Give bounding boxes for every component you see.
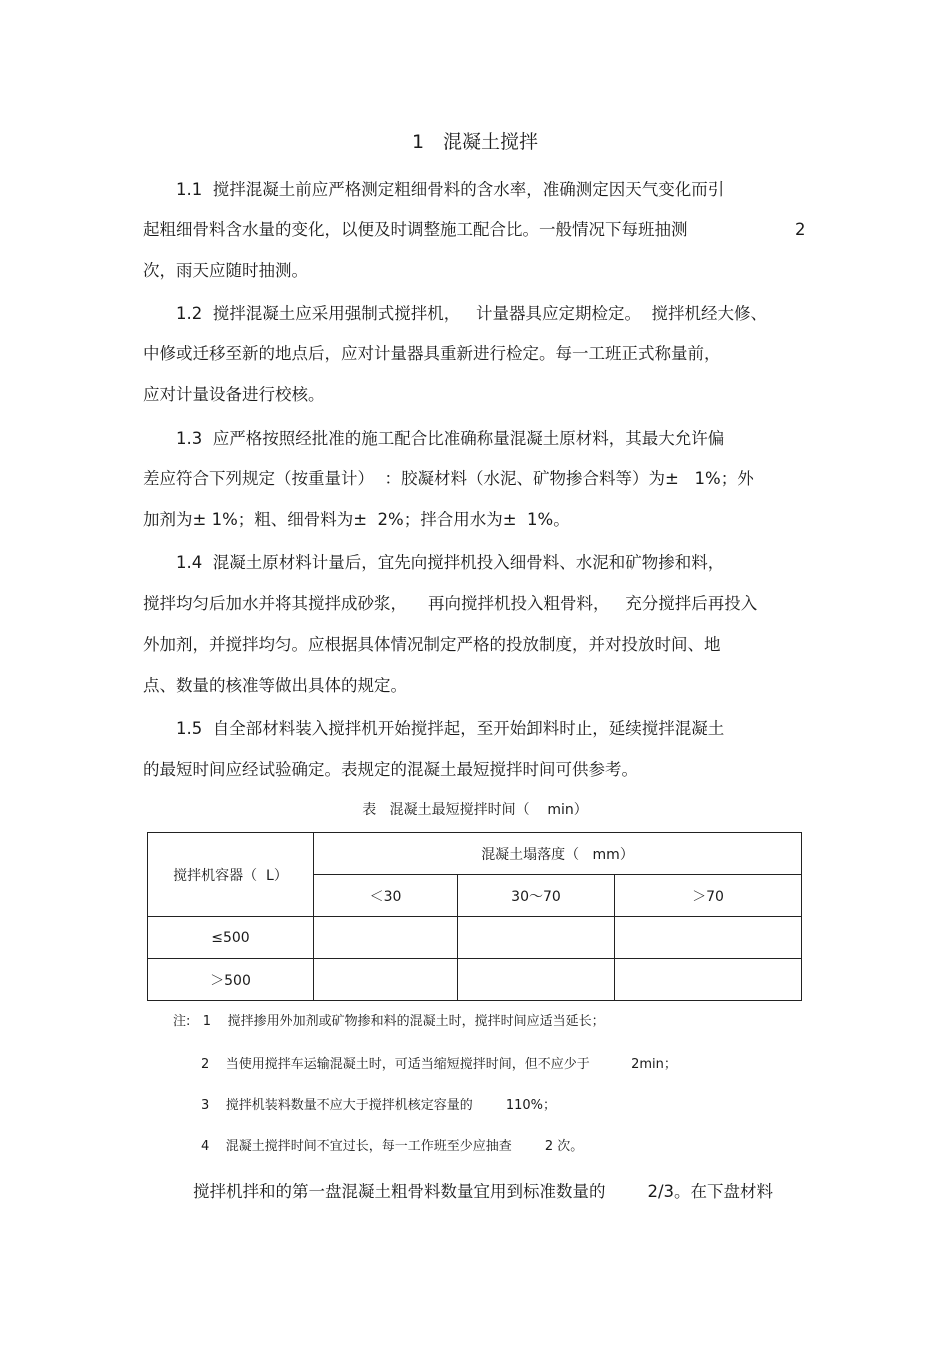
table-cell bbox=[615, 917, 802, 959]
paragraph-1-2-line-2: 中修或迁移至新的地点后，应对计量器具重新进行检定。每一工班正式称量前， bbox=[143, 344, 721, 363]
row-label: ＞500 bbox=[148, 959, 314, 1001]
table-cell bbox=[314, 959, 458, 1001]
mixing-time-table bbox=[147, 832, 802, 1001]
paragraph-1-4-line-1: 1.4 混凝土原材料计量后，宜先向搅拌机投入细骨料、水泥和矿物掺和料， bbox=[176, 553, 725, 572]
table-note-4: 4 混凝土搅拌时间不宜过长，每一工作班至少应抽查 2 次。 bbox=[201, 1139, 584, 1154]
table-note-3: 3 搅拌机装料数量不应大于搅拌机核定容量的 110%； bbox=[201, 1098, 557, 1113]
table-note-2: 2 当使用搅拌车运输混凝土时，可适当缩短搅拌时间，但不应少于 2min； bbox=[201, 1057, 677, 1072]
final-paragraph-line: 搅拌机拌和的第一盘混凝土粗骨料数量宜用到标准数量的 2/3。在下盘材料 bbox=[193, 1182, 774, 1201]
paragraph-1-5-line-1: 1.5 自全部材料装入搅拌机开始搅拌起，至开始卸料时止，延续搅拌混凝土 bbox=[176, 719, 725, 738]
table-caption: 表 混凝土最短搅拌时间（ min） bbox=[362, 802, 588, 818]
row-header-cell: 搅拌机容器（ L） bbox=[148, 833, 314, 917]
paragraph-1-4-line-3: 外加剂，并搅拌均匀。应根据具体情况制定严格的投放制度，并对投放时间、地 bbox=[143, 635, 721, 654]
paragraph-1-3-line-3: 加剂为± 1%；粗、细骨料为± 2%；拌合用水为± 1%。 bbox=[143, 510, 570, 529]
column-header: ＜30 bbox=[314, 875, 458, 917]
table-note-1: 注: 1 搅拌掺用外加剂或矿物掺和料的混凝土时，搅拌时间应适当延长； bbox=[173, 1014, 605, 1029]
table-row bbox=[148, 959, 802, 1001]
paragraph-1-4-line-4: 点、数量的核准等做出具体的规定。 bbox=[143, 676, 407, 695]
paragraph-1-3-line-1: 1.3 应严格按照经批准的施工配合比准确称量混凝土原材料，其最大允许偏 bbox=[176, 429, 725, 448]
group-header-cell: 混凝土塌落度（ mm） bbox=[314, 833, 802, 875]
paragraph-1-1-count: 2 bbox=[795, 220, 806, 239]
paragraph-1-3-line-2: 差应符合下列规定（按重量计） ：胶凝材料（水泥、矿物掺合料等）为± 1%；外 bbox=[143, 469, 754, 488]
table-cell bbox=[314, 917, 458, 959]
table-cell bbox=[458, 959, 615, 1001]
table-cell bbox=[458, 917, 615, 959]
column-header: 30～70 bbox=[458, 875, 615, 917]
paragraph-1-5-line-2: 的最短时间应经试验确定。表规定的混凝土最短搅拌时间可供参考。 bbox=[143, 760, 638, 779]
paragraph-1-1-line-3: 次，雨天应随时抽测。 bbox=[143, 261, 308, 280]
table-cell bbox=[615, 959, 802, 1001]
paragraph-1-1-line-1: 1.1 搅拌混凝土前应严格测定粗细骨料的含水率，准确测定因天气变化而引 bbox=[176, 180, 725, 199]
column-header: ＞70 bbox=[615, 875, 802, 917]
section-title: 1 混凝土搅拌 bbox=[411, 131, 539, 153]
paragraph-1-1-line-2: 起粗细骨料含水量的变化，以便及时调整施工配合比。一般情况下每班抽测 bbox=[143, 220, 688, 239]
table-header-row bbox=[148, 833, 802, 875]
paragraph-1-2-line-3: 应对计量设备进行校核。 bbox=[143, 385, 325, 404]
paragraph-1-4-line-2: 搅拌均匀后加水并将其搅拌成砂浆， 再向搅拌机投入粗骨料， 充分搅拌后再投入 bbox=[143, 594, 758, 613]
table-row bbox=[148, 917, 802, 959]
row-label: ≤500 bbox=[148, 917, 314, 959]
paragraph-1-2-line-1: 1.2 搅拌混凝土应采用强制式搅拌机， 计量器具应定期检定。 搅拌机经大修、 bbox=[176, 304, 767, 323]
